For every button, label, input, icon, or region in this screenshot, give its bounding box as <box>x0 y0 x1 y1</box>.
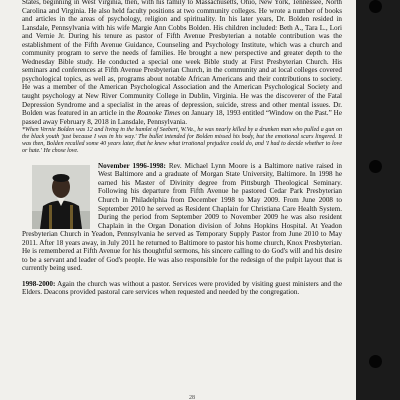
newspaper-title: Roanoke Times <box>136 109 181 118</box>
bolden-biography-paragraph <box>22 0 342 126</box>
biography-text-part-1: States, beginning in West Virginia, then, with his family to Massachusetts, Ohio, New York, Tennessee, North Carolina and Virginia. He also held faculty positions at two community colleges. He wrote a number of books and articles in the areas of psychology, religion and spirituality. In his later years, Dr. Bolden resided in Lansdale, Pennsylvania with his wife Margie Ann Cobbs Bolden. His children included: Beth A., Tara L., Lori and Vernie Jr. During his tenure as pastor of Fifth Avenue Presbyterian a notable contribution was the establishment of the Fifth Avenue Guidance, Counseling and Psychology Institute, which was a church and community program to serve the needs of families. He brought a new perspective and greater depth to the Wednesday Bible study. He conducted a special one week Bible study at First Presbyterian Church. His seminars and conferences at Fifth Avenue Presbyterian Church, in the community and at local colleges covered psychological topics, as well as, programs about notable African Americans and their contributions to society. He was a member of the American Psychological Association and the American Psychological Society and taught psychology at New River Community College in Dublin, Virginia. He was the discoverer of the Fatal Depression Syndrome and a specialist in the areas of depression, suicide, stress and other mental issues. Dr. Bolden was featured in an article in the <box>22 0 342 118</box>
footnote: *When Vernie Bolden was 12 and living in the hamlet of Seebert, W.Va., he was nearly killed by a drunken man who pulled a gun on the black youth 'just because I was in his way.' The bullet intended for Bolden missed his body, but the emotional scars lingered. It was then, Bolden recalled some 40 years later, that he knew what irrational prejudice could do, and 'I had to decide whether to love or hate.' He chose love. <box>22 127 342 154</box>
vacancy-text: Again the church was without a pastor. Services were provided by visiting guest ministers and the Elders. Deacons provided pastoral care services when requested and needed by the congregation. <box>22 279 342 297</box>
pastor-portrait-photo <box>32 165 90 229</box>
binder-hole-top <box>369 0 382 13</box>
biography-text-part-2: on January 18, 1993 entitled “Window on the Past.” He passed away February 8, 2018 in Lansdale, Pennsylvania. <box>22 109 343 126</box>
portrait-image <box>32 165 90 229</box>
vacancy-paragraph <box>22 280 342 297</box>
binder-hole-bottom <box>369 355 382 368</box>
moore-period-heading: November 1996-1998: <box>98 161 166 170</box>
moore-biography-text: Rev. Michael Lynn Moore is a Baltimore native raised in West Baltimore and a graduate of Morgan State University, Baltimore. In 1998 he earned his Master of Divinity degree from Pittsburgh Theological Seminary. Following his departure from Fifth Avenue he pastored Cedar Park Presbyterian Church in Philadelphia from December 1998 to May 2009. From June 2008 to September 2010 he served as Resident Chaplain for Christiana Care Health System. During the period from September 2009 to November 2009 he was also resident Chaplain in the Organ Donation division of Johns Hopkins Hospital. At Yeadon Presbyterian Church in Yeadon, Pennsylvania he served as Temporary Supply Pastor from June 2010 to May 2011. After 18 years away, in July 2011 he returned to Baltimore to pastor his home church, Knox Presbyterian. He is remembered at Fifth Avenue for his thoughtful sermons, his sincere calling to do God's will and his desire to be a servant and leader of God's people. He was also responsible for the redesign of the pulpit layout that is currently being used. <box>22 161 343 273</box>
page-content <box>22 0 342 297</box>
page-number: 28 <box>189 395 195 400</box>
binder-hole-middle <box>369 160 382 173</box>
vacancy-period-heading: 1998-2000: <box>22 279 56 288</box>
